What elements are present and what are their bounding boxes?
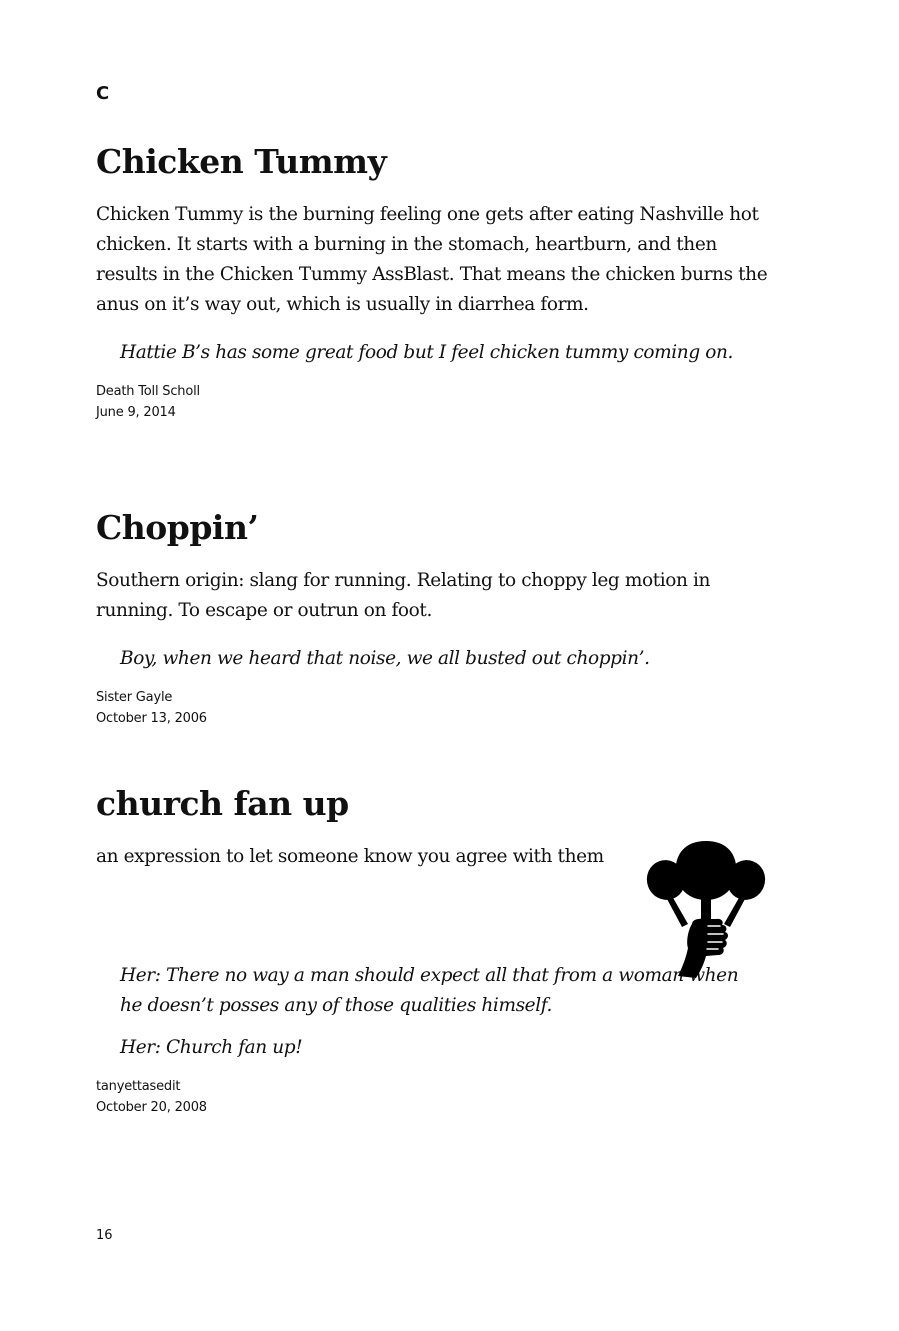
page-number: 16	[96, 1228, 113, 1243]
entry-definition: Southern origin: slang for running. Relating to choppy leg motion in running. To escape or outrun on foot.	[96, 570, 711, 621]
entry-definition: Chicken Tummy is the burning feeling one gets after eating Nashville hot chicken. It starts with a burning in the stomach, heartburn, and then results in the Chicken Tummy AssBlast. That means the chicken burns the anus on it’s way out, which is usually in diarrhea form.	[96, 204, 768, 315]
entry-example: Her: There no way a man should expect all that from a woman when he doesn’t posses any of those qualities himself.	[120, 965, 739, 1016]
hand-holding-church-fans-icon	[644, 838, 768, 980]
entry-author: Death Toll Scholl	[96, 384, 200, 399]
entry-choppin	[96, 508, 776, 729]
entry-example: Boy, when we heard that noise, we all busted out choppin’.	[120, 648, 650, 669]
entry-date: October 13, 2006	[96, 711, 207, 726]
entry-author: Sister Gayle	[96, 690, 173, 705]
entry-definition: an expression to let someone know you agree with them	[96, 846, 604, 867]
entry-date: October 20, 2008	[96, 1100, 207, 1115]
entry-example: Her: Church fan up!	[120, 1037, 303, 1058]
entry-chicken-tummy	[96, 142, 776, 423]
entry-date: June 9, 2014	[96, 405, 176, 420]
entry-term: church fan up	[96, 784, 349, 823]
entry-term: Chicken Tummy	[96, 142, 387, 181]
entry-term: Choppin’	[96, 508, 259, 547]
section-letter: C	[96, 83, 110, 104]
entry-example: Hattie B’s has some great food but I feel chicken tummy coming on.	[120, 342, 733, 363]
entry-author: tanyettasedit	[96, 1079, 181, 1094]
